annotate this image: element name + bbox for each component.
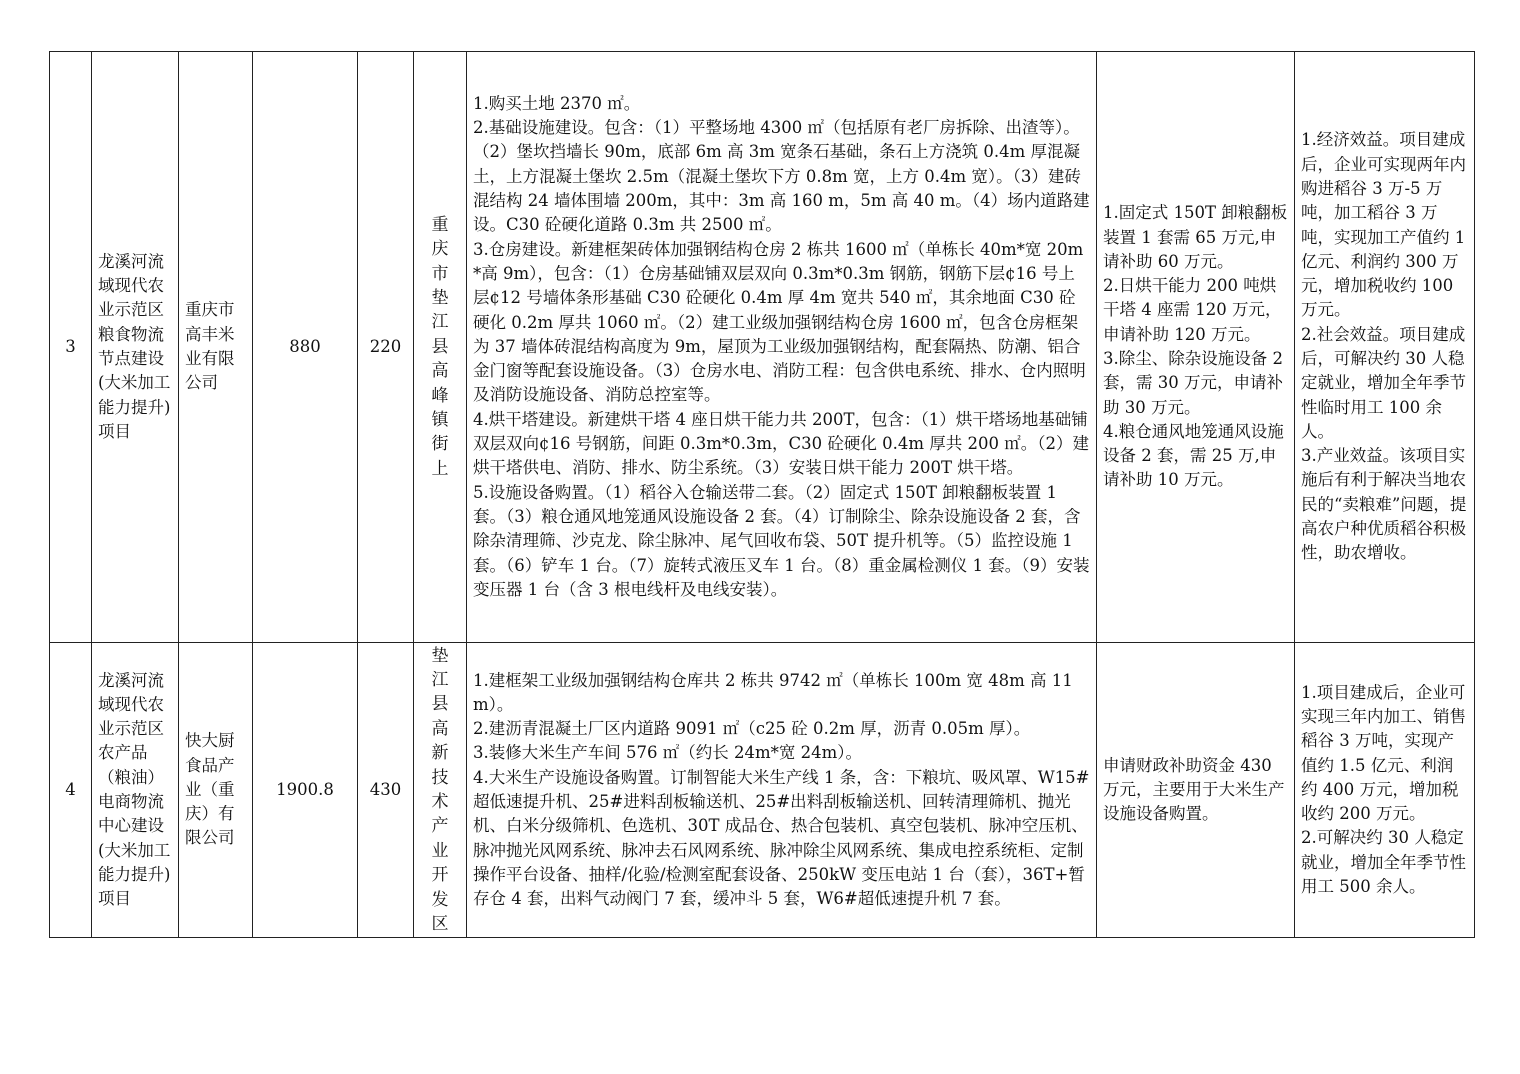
project-table <box>49 51 1475 938</box>
subsidy-amount: 430 <box>358 643 414 938</box>
company-name: 快大厨食品产业（重庆）有限公司 <box>179 643 253 938</box>
content-item: 2.建沥青混凝土厂区内道路 9091 ㎡（c25 砼 0.2m 厚，沥青 0.05m 厚）。 <box>473 719 1031 739</box>
content-item: 4.烘干塔建设。新建烘干塔 4 座日烘干能力共 200T，包含：（1）烘干塔场地基础铺双层双向¢16 号钢筋，间距 0.3m*0.3m，C30 砼硬化 0.4m 厚共 200 ㎡。（2）建烘干塔供电、消防、排水、防尘系统。（3）安装日烘干能力 200T 烘干塔。 <box>473 409 1089 478</box>
project-name: 龙溪河流域现代农业示范区粮食物流节点建设(大米加工能力提升)项目 <box>92 52 179 643</box>
content-item: 1.建框架工业级加强钢结构仓库共 2 栋共 9742 ㎡（单栋长 100m 宽 48m 高 11m）。 <box>473 670 1073 714</box>
location-cell <box>414 52 467 643</box>
construction-content <box>467 52 1097 643</box>
benefit-item: 2.可解决约 30 人稳定就业，增加全年季节性用工 500 余人。 <box>1301 828 1466 897</box>
expected-benefits <box>1295 52 1475 643</box>
subsidy-use <box>1097 643 1295 938</box>
content-item: 3.装修大米生产车间 576 ㎡（约长 24m*宽 24m）。 <box>473 743 862 763</box>
subsidy-use <box>1097 52 1295 643</box>
location: 重庆市垫江县高峰镇街上 <box>431 214 449 479</box>
project-name: 龙溪河流域现代农业示范区农产品（粮油）电商物流中心建设(大米加工能力提升)项目 <box>92 643 179 938</box>
location: 垫江县高新技术产业开发区 <box>431 645 449 935</box>
subsidy-item: 3.除尘、除杂设施设备 2 套，需 30 万元，申请补助 30 万元。 <box>1103 349 1283 417</box>
subsidy-item: 申请财政补助资金 430 万元，主要用于大米生产设施设备购置。 <box>1103 755 1285 824</box>
subsidy-item: 1.固定式 150T 卸粮翻板装置 1 套需 65 万元,申请补助 60 万元。 <box>1103 203 1288 271</box>
benefit-item: 1.经济效益。项目建成后，企业可实现两年内购进稻谷 3 万-5 万吨，加工稻谷 3 万吨，实现加工产值约 1 亿元、利润约 300 万元，增加税收约 100 万元。 <box>1301 130 1466 320</box>
row-number: 3 <box>50 52 92 643</box>
benefit-item: 1.项目建成后，企业可实现三年内加工、销售稻谷 3 万吨，实现产值约 1.5 亿元、利润约 400 万元，增加税收约 200 万元。 <box>1301 682 1466 824</box>
content-item: 2.基础设施建设。包含：（1）平整场地 4300 ㎡（包括原有老厂房拆除、出渣等）。（2）堡坎挡墙长 90m，底部 6m 高 3m 宽条石基础，条石上方浇筑 0.4m 厚混凝土，上方混凝土堡坎 2.5m（混凝土堡坎下方 0.8m 宽，上方 0.4m 宽）。（3）建砖混结构 24 墙体围墙 200m，其中：3m 高 160 m，5m 高 40 m。（4）场内道路建设。C30 砼硬化道路 0.3m 共 2500 ㎡。 <box>473 118 1090 235</box>
subsidy-amount: 220 <box>358 52 414 643</box>
total-investment: 880 <box>253 52 358 643</box>
construction-content <box>467 643 1097 938</box>
total-investment: 1900.8 <box>253 643 358 938</box>
expected-benefits <box>1295 643 1475 938</box>
table-row <box>50 52 1475 643</box>
company-name: 重庆市高丰米业有限公司 <box>179 52 253 643</box>
content-item: 1.购买土地 2370 ㎡。 <box>473 93 641 113</box>
table-row <box>50 643 1475 938</box>
benefit-item: 2.社会效益。项目建成后，可解决约 30 人稳定就业，增加全年季节性临时用工 100 余人。 <box>1301 324 1466 441</box>
subsidy-item: 4.粮仓通风地笼通风设施设备 2 套，需 25 万,申请补助 10 万元。 <box>1103 421 1284 490</box>
row-number: 4 <box>50 643 92 938</box>
benefit-item: 3.产业效益。该项目实施后有利于解决当地农民的“卖粮难”问题，提高农户种优质稻谷积极性，助农增收。 <box>1301 446 1467 563</box>
content-item: 3.仓房建设。新建框架砖体加强钢结构仓房 2 栋共 1600 ㎡（单栋长 40m*宽 20m*高 9m），包含：（1）仓房基础铺双层双向 0.3m*0.3m 钢筋，钢筋下层¢16 号上层¢12 号墙体条形基础 C30 砼硬化 0.4m 厚 4m 宽共 540 ㎡，其余地面 C30 砼硬化 0.2m 厚共 1060 ㎡。（2）建工业级加强钢结构仓房 1600 ㎡，包含仓房框架为 37 墙体砖混结构高度为 9m，屋顶为工业级加强钢结构，配套隔热、防潮、铝合金门窗等配套设施设备。（3）仓房水电、消防工程：包含供电系统、排水、仓内照明及消防设施设备、消防总控室等。 <box>473 239 1086 405</box>
subsidy-item: 2.日烘干能力 200 吨烘干塔 4 座需 120 万元，申请补助 120 万元。 <box>1103 276 1282 344</box>
location-cell <box>414 643 467 938</box>
content-item: 4.大米生产设施设备购置。订制智能大米生产线 1 条，含：下粮坑、吸风罩、W15#超低速提升机、25#进料刮板输送机、25#出料刮板输送机、回转清理筛机、抛光机、白米分级筛机、色选机、30T 成品仓、热合包装机、真空包装机、脉冲空压机、脉冲抛光风网系统、脉冲去石风网系统、脉冲除尘风网系统、集成电控系统柜、定制操作平台设备、抽样/化验/检测室配套设备、250kW 变压电站 1 台（套），36T+暂存仓 4 套，出料气动阀门 7 套，缓冲斗 5 套，W6#超低速提升机 7 套。 <box>473 767 1090 909</box>
content-item: 5.设施设备购置。（1）稻谷入仓输送带二套。（2）固定式 150T 卸粮翻板装置 1 套。（3）粮仓通风地笼通风设施设备 2 套。（4）订制除尘、除杂设施设备 2 套，含除杂清理筛、沙克龙、除尘脉冲、尾气回收布袋、50T 提升机等。（5）监控设施 1 套。（6）铲车 1 台。（7）旋转式液压叉车 1 台。（8）重金属检测仪 1 套。（9）安装变压器 1 台（含 3 根电线杆及电线安装）。 <box>473 482 1090 599</box>
